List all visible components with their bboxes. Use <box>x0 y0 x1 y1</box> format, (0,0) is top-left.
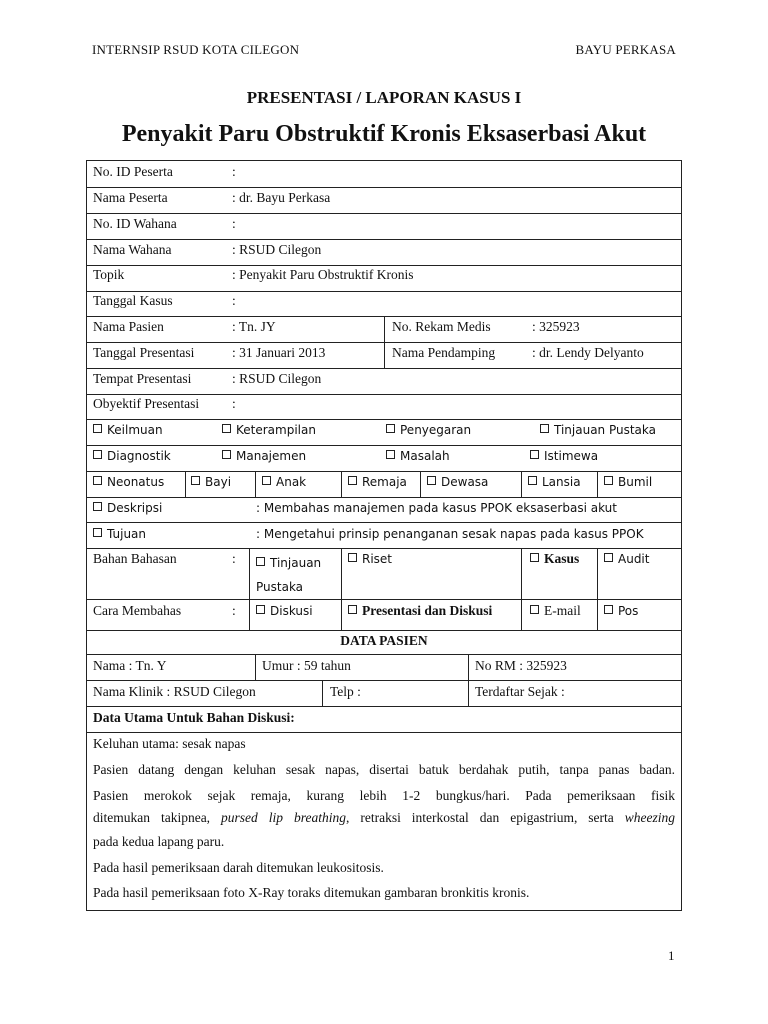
topik-label: Topik <box>93 267 125 282</box>
cara-membahas-label: Cara Membahas <box>93 603 182 618</box>
checkbox-tujuan[interactable]: Tujuan <box>93 526 146 542</box>
tempat-presentasi-value: : RSUD Cilegon <box>232 371 322 386</box>
id-peserta-label: No. ID Peserta <box>93 164 173 179</box>
checkbox-icon <box>348 476 357 485</box>
checkbox-icon <box>191 476 200 485</box>
checkbox-pos[interactable]: Pos <box>604 603 638 619</box>
checkbox-icon <box>540 424 549 433</box>
nama-peserta-value: : dr. Bayu Perkasa <box>232 190 331 205</box>
bahan-bahasan-colon: : <box>232 551 236 566</box>
tempat-presentasi-label: Tempat Presentasi <box>93 371 192 386</box>
report-title: PRESENTASI / LAPORAN KASUS I <box>246 88 522 107</box>
checkbox-anak[interactable]: Anak <box>262 474 306 490</box>
checkbox-keterampilan[interactable]: Keterampilan <box>222 422 316 438</box>
nama-wahana-label: Nama Wahana <box>93 242 172 257</box>
paragraph-1: Pasien datang dengan keluhan sesak napas, disertai batuk berdahak putih, tanpa panas badan. <box>93 762 675 777</box>
rekam-medis-label: No. Rekam Medis <box>392 319 491 334</box>
keluhan-utama: Keluhan utama: sesak napas <box>93 736 246 751</box>
checkbox-icon <box>256 605 265 614</box>
rekam-medis-value: : 325923 <box>532 319 580 334</box>
checkbox-email[interactable]: E-mail <box>530 603 581 619</box>
pasien-klinik: Nama Klinik : RSUD Cilegon <box>93 684 256 699</box>
checkbox-icon <box>93 424 102 433</box>
tanggal-kasus-label: Tanggal Kasus <box>93 293 173 308</box>
bahan-bahasan-label: Bahan Bahasan <box>93 551 177 566</box>
checkbox-penyegaran[interactable]: Penyegaran <box>386 422 471 438</box>
checkbox-manajemen[interactable]: Manajemen <box>222 448 306 464</box>
nama-peserta-label: Nama Peserta <box>93 190 168 205</box>
nama-pasien-value: : Tn. JY <box>232 319 276 334</box>
deskripsi-value: : Membahas manajemen pada kasus PPOK eksaserbasi akut <box>256 501 617 515</box>
checkbox-dewasa[interactable]: Dewasa <box>427 474 488 490</box>
paragraph-2-line-3: pada kedua lapang paru. <box>93 834 225 849</box>
checkbox-icon <box>530 450 539 459</box>
running-header-right: BAYU PERKASA <box>575 42 676 57</box>
pendamping-value: : dr. Lendy Delyanto <box>532 345 644 360</box>
nama-pasien-label: Nama Pasien <box>93 319 164 334</box>
checkbox-icon <box>386 424 395 433</box>
checkbox-icon <box>604 605 613 614</box>
paragraph-2-line-1: Pasien merokok sejak remaja, kurang lebih 1-2 bungkus/hari. Pada pemeriksaan fisik <box>93 788 675 803</box>
checkbox-riset[interactable]: Riset <box>348 551 392 567</box>
checkbox-icon <box>528 476 537 485</box>
checkbox-deskripsi[interactable]: Deskripsi <box>93 500 162 516</box>
checkbox-lansia[interactable]: Lansia <box>528 474 581 490</box>
topik-value: : Penyakit Paru Obstruktif Kronis <box>232 267 414 282</box>
tanggal-presentasi-value: : 31 Januari 2013 <box>232 345 326 360</box>
diskusi-heading: Data Utama Untuk Bahan Diskusi: <box>93 710 295 725</box>
pasien-no-rm: No RM : 325923 <box>475 658 567 673</box>
checkbox-icon <box>348 553 357 562</box>
data-pasien-heading: DATA PASIEN <box>340 633 428 648</box>
checkbox-icon <box>530 553 539 562</box>
page-number: 1 <box>668 948 675 963</box>
cara-membahas-colon: : <box>232 603 236 618</box>
checkbox-istimewa[interactable]: Istimewa <box>530 448 598 464</box>
checkbox-remaja[interactable]: Remaja <box>348 474 407 490</box>
checkbox-icon <box>93 502 102 511</box>
checkbox-presentasi-diskusi[interactable]: Presentasi dan Diskusi <box>348 603 492 619</box>
case-title: Penyakit Paru Obstruktif Kronis Eksaserbasi Akut <box>121 121 647 147</box>
paragraph-4: Pada hasil pemeriksaan foto X-Ray toraks ditemukan gambaran bronkitis kronis. <box>93 885 530 900</box>
checkbox-icon <box>530 605 539 614</box>
checkbox-icon <box>604 476 613 485</box>
checkbox-icon <box>256 557 265 566</box>
checkbox-diskusi[interactable]: Diskusi <box>256 603 313 619</box>
checkbox-tinjauan-pustaka[interactable]: Tinjauan Pustaka <box>540 422 656 438</box>
obyektif-value: : <box>232 396 236 411</box>
pasien-telp: Telp : <box>330 684 361 699</box>
checkbox-tinjauan-pustaka-bahan[interactable]: Tinjauan Pustaka <box>256 556 322 594</box>
paragraph-2-line-2: ditemukan takipnea, pursed lip breathing, retraksi interkostal dan epigastrium, serta wheezing <box>93 810 676 825</box>
checkbox-diagnostik[interactable]: Diagnostik <box>93 448 171 464</box>
running-header-left: INTERNSIP RSUD KOTA CILEGON <box>92 42 300 57</box>
id-wahana-value: : <box>232 216 236 231</box>
checkbox-icon <box>222 450 231 459</box>
checkbox-icon <box>386 450 395 459</box>
pasien-nama: Nama : Tn. Y <box>93 658 167 673</box>
pasien-umur: Umur : 59 tahun <box>262 658 351 673</box>
tanggal-kasus-value: : <box>232 293 236 308</box>
checkbox-neonatus[interactable]: Neonatus <box>93 474 164 490</box>
checkbox-bayi[interactable]: Bayi <box>191 474 231 490</box>
checkbox-bumil[interactable]: Bumil <box>604 474 652 490</box>
paragraph-3: Pada hasil pemeriksaan darah ditemukan leukositosis. <box>93 860 384 875</box>
checkbox-icon <box>93 476 102 485</box>
pasien-terdaftar: Terdaftar Sejak : <box>475 684 565 699</box>
id-wahana-label: No. ID Wahana <box>93 216 177 231</box>
checkbox-icon <box>93 450 102 459</box>
pendamping-label: Nama Pendamping <box>392 345 496 360</box>
checkbox-masalah[interactable]: Masalah <box>386 448 450 464</box>
checkbox-icon <box>604 553 613 562</box>
checkbox-kasus[interactable]: Kasus <box>530 551 579 567</box>
nama-wahana-value: : RSUD Cilegon <box>232 242 322 257</box>
id-peserta-value: : <box>232 164 236 179</box>
checkbox-icon <box>427 476 436 485</box>
checkbox-audit[interactable]: Audit <box>604 551 649 567</box>
checkbox-icon <box>262 476 271 485</box>
checkbox-icon <box>93 528 102 537</box>
tanggal-presentasi-label: Tanggal Presentasi <box>93 345 195 360</box>
checkbox-icon <box>222 424 231 433</box>
tujuan-value: : Mengetahui prinsip penanganan sesak napas pada kasus PPOK <box>256 527 644 541</box>
checkbox-icon <box>348 605 357 614</box>
checkbox-keilmuan[interactable]: Keilmuan <box>93 422 163 438</box>
obyektif-label: Obyektif Presentasi <box>93 396 200 411</box>
